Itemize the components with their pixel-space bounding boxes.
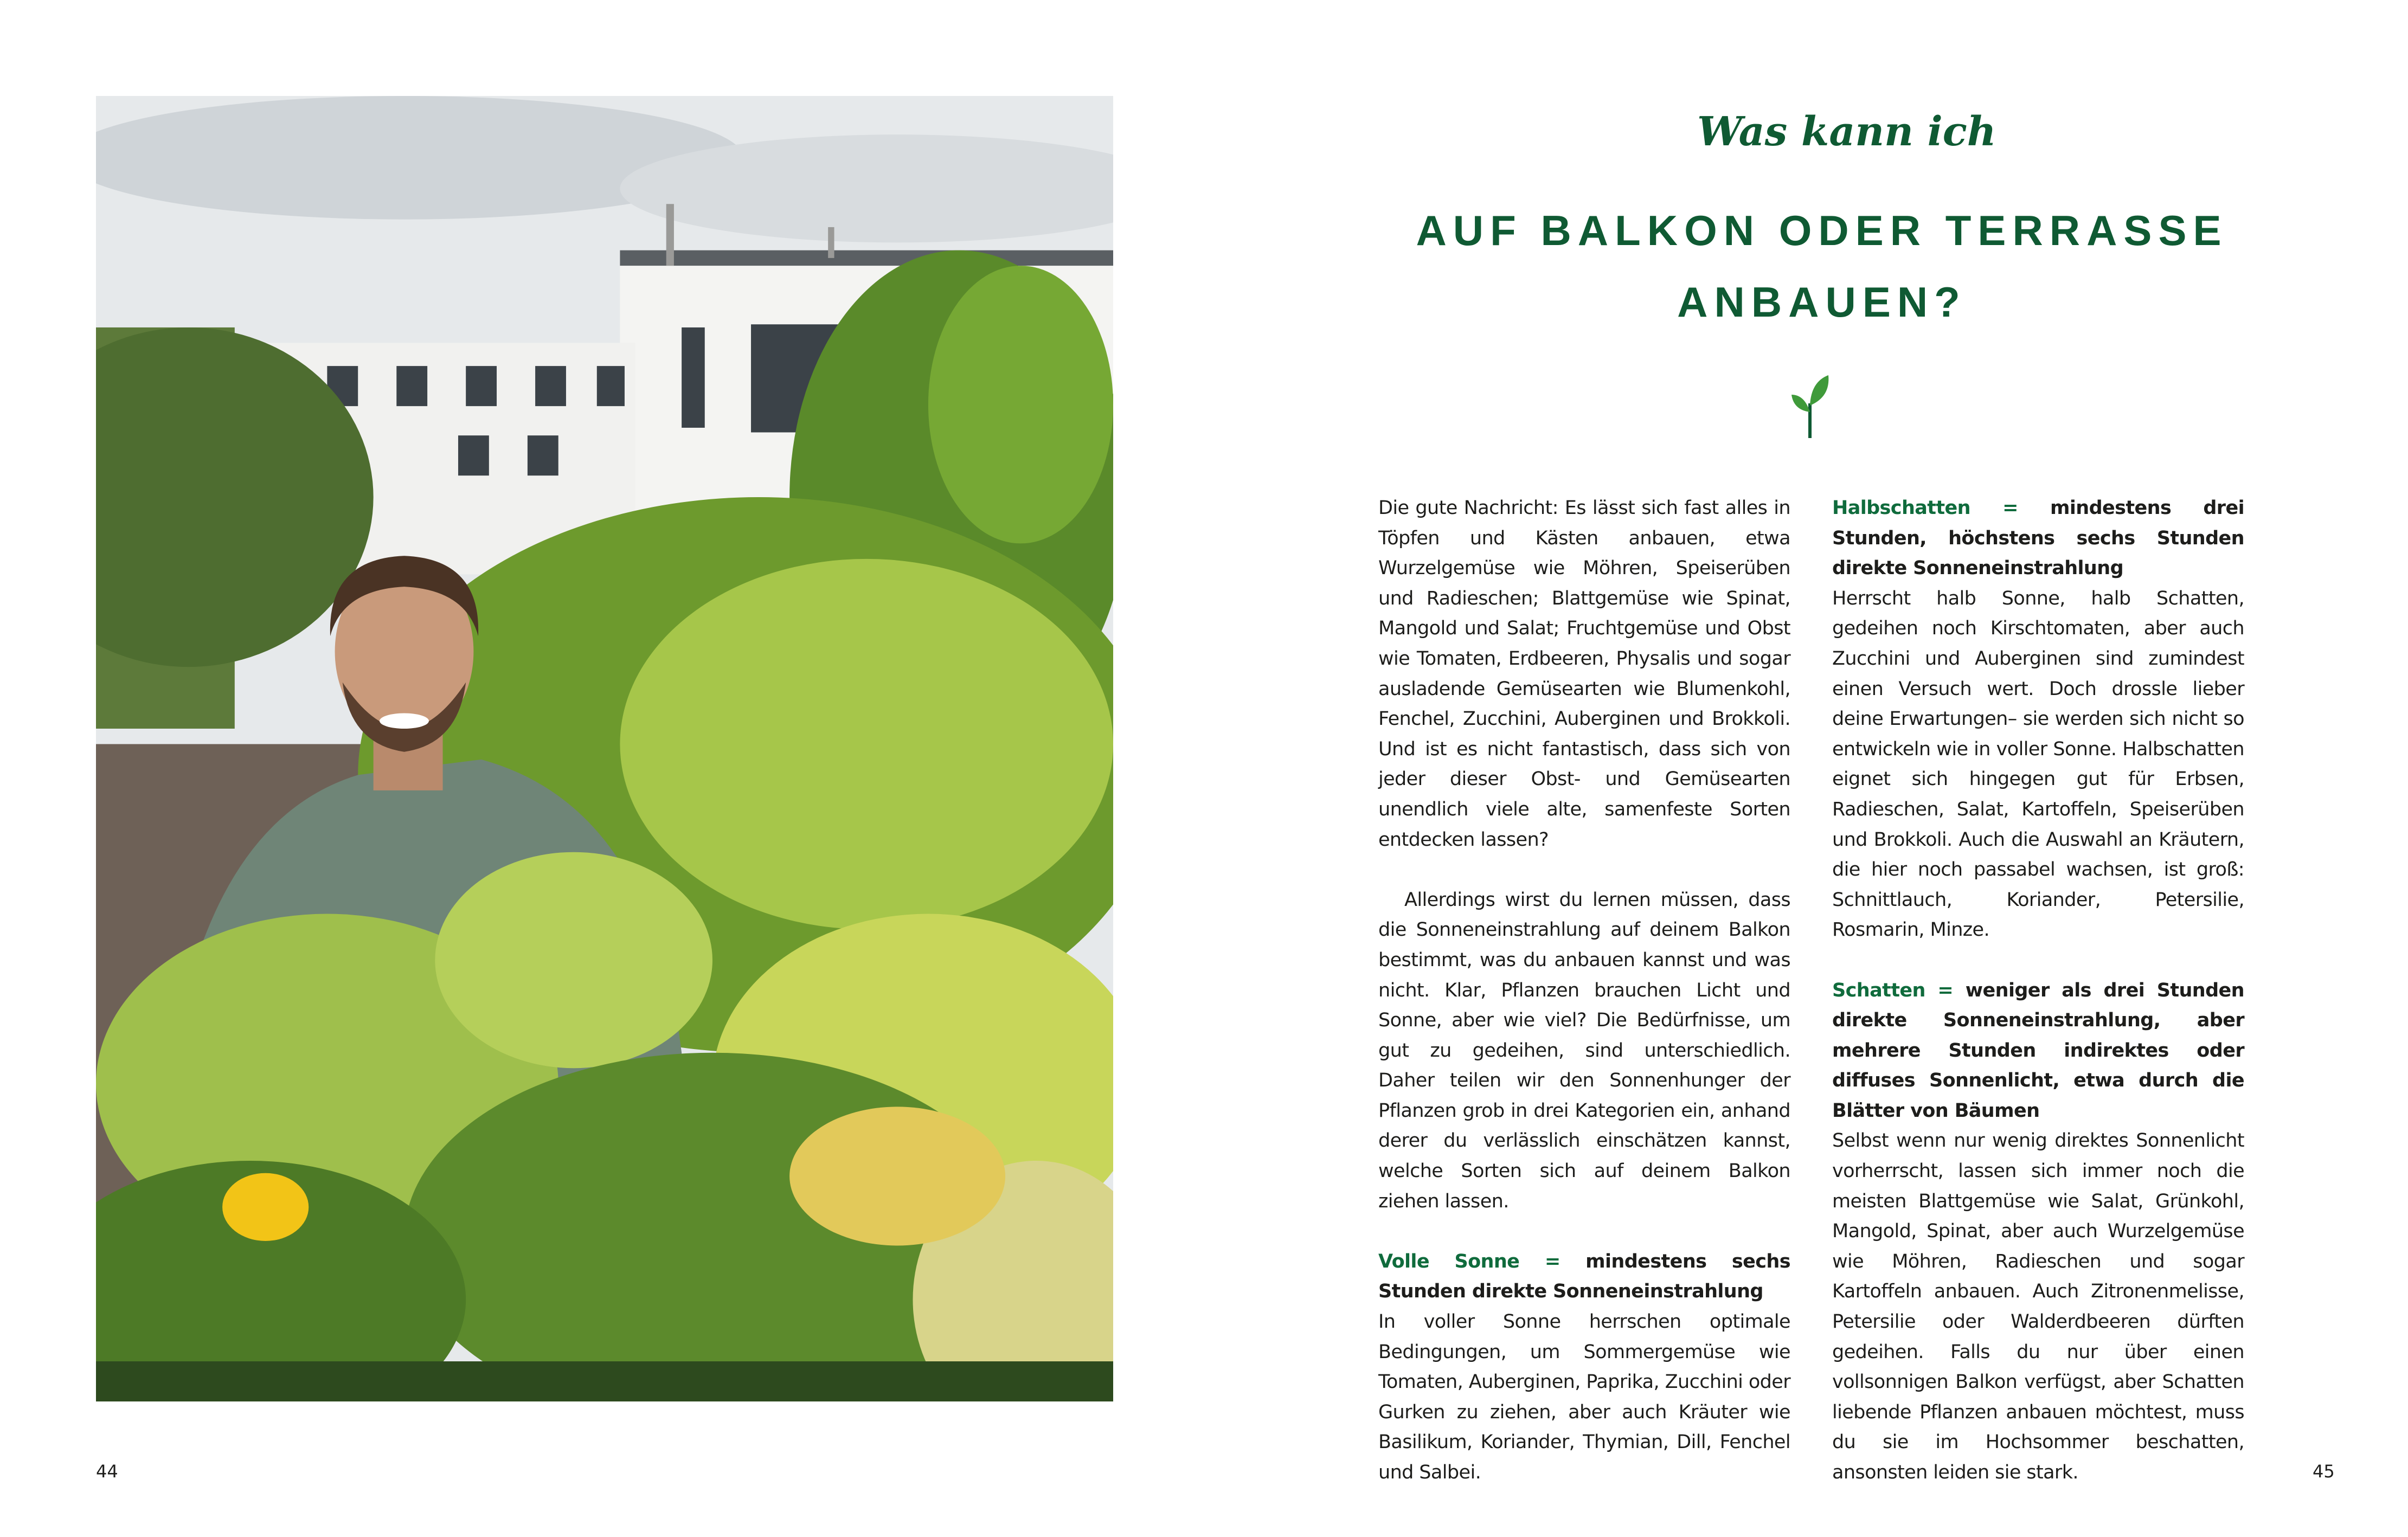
category-term: Halbschatten	[1832, 497, 1970, 519]
garden-photo	[96, 96, 1113, 1401]
category-term: Schatten	[1832, 979, 1925, 1001]
heading-line-2: ANBAUEN?	[1677, 278, 1967, 326]
equals-sign: =	[1970, 497, 2050, 519]
heading-line-1: AUF BALKON ODER TERRASSE	[1416, 207, 2228, 254]
category-shade	[1832, 976, 2244, 1488]
equals-sign: =	[1519, 1250, 1586, 1272]
category-text: Herrscht halb Sonne, halb Schatten, gedeihen noch Kirschtomaten, aber auch Zucchini und Auberginen sind zumindest einen Versuch wert. Doch drossle lieber deine Erwartungen– sie werden sich nicht so entwickeln wie in voller Sonne. Halbschatten eignet sich hingegen gut für Erbsen, Radieschen, Salat, Kartoffeln, Speiserüben und Brokkoli. Auch die Auswahl an Kräutern, die hier noch passabel wachsen, ist groß: Schnittlauch, Koriander, Petersilie, Rosmarin, Minze.	[1832, 587, 2244, 941]
category-text: Selbst wenn nur wenig direktes Sonnenlicht vorherrscht, lassen sich immer noch die meisten Blattgemüse wie Salat, Grünkohl, Mangold, Spinat, aber auch Wurzelgemüse wie Möhren, Radieschen und sogar Kartoffeln anbauen. Auch Zitronenmelisse, Petersilie oder Walderdbeeren dürften gedeihen. Falls du nur über einen vollsonnigen Balkon verfügst, aber Schatten liebende Pflanzen anbauen möchtest, muss du sie im Hochsommer beschatten, ansonsten leiden sie stark.	[1832, 1130, 2244, 1483]
category-half-shade	[1832, 493, 2244, 946]
text-column-right	[1832, 493, 2244, 1518]
category-full-sun	[1378, 1247, 1790, 1488]
text-column-left	[1378, 493, 1790, 1488]
category-definition: weniger als drei Stunden direkte Sonneneinstrahlung, aber mehrere Stunden indirektes oder diffuses Sonnenlicht, etwa durch die Blätter von Bäumen	[1832, 979, 2245, 1122]
category-text: In voller Sonne herrschen optimale Bedingungen, um Sommergemüse wie Tomaten, Auberginen, Paprika, Zucchini oder Gurken zu ziehen, aber auch Kräuter wie Basilikum, Koriander, Thymian, Dill, Fenchel und Salbei.	[1378, 1311, 1790, 1483]
garden-photo-illustration	[96, 96, 1113, 1401]
category-term: Volle Sonne	[1378, 1250, 1520, 1272]
equals-sign: =	[1925, 979, 1966, 1001]
intro-paragraph-1: Die gute Nachricht: Es lässt sich fast alles in Töpfen und Kästen anbauen, etwa Wurzelgemüse wie Möhren, Speiserüben und Radieschen; Blattgemüse wie Spinat, Mangold und Salat; Fruchtgemüse und Obst wie Tomaten, Erdbeeren, Physalis und sogar ausladende Gemüsearten wie Blumenkohl, Fenchel, Zucchini, Auberginen und Brokkoli. Und ist es nicht fantastisch, dass sich von jeder dieser Obst- und Gemüsearten unendlich viele alte, samenfeste Sorten entdecken lassen?	[1378, 497, 1790, 851]
intro-paragraph-2: Allerdings wirst du lernen müssen, dass die Sonneneinstrahlung auf deinem Balkon bestimmt, was du anbauen kannst und was nicht. Klar, Pflanzen brauchen Licht und Sonne, aber wie viel? Die Bedürfnisse, um gut zu gedeihen, sind unterschiedlich. Daher teilen wir den Sonnenhunger der Pflanzen grob in drei Kategorien ein, anhand derer du verlässlich einschätzen kannst, welche Sorten sich auf deinem Balkon ziehen lassen.	[1378, 889, 1790, 1212]
page-number-left: 44	[96, 1461, 118, 1482]
page-number-right: 45	[2313, 1461, 2335, 1482]
category-definition: mindestens sechs Stunden direkte Sonneneinstrahlung	[1378, 1250, 1790, 1303]
category-definition: mindestens drei Stunden, höchstens sechs Stunden direkte Sonneneinstrahlung	[1832, 497, 2244, 580]
script-title: Was kann ich	[1697, 108, 1996, 155]
sprout-icon	[1789, 373, 1831, 438]
